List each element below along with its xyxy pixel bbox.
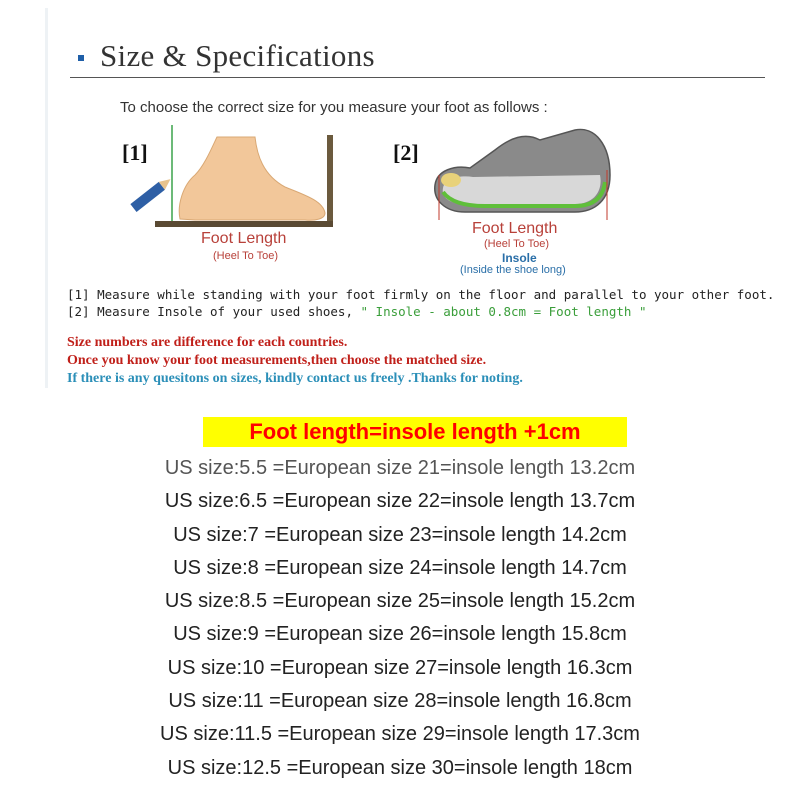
size-row: US size:11.5 =European size 29=insole length 17.3cm [160, 723, 640, 746]
title-bullet-icon [78, 55, 84, 61]
note-line-2-highlight: " Insole - about 0.8cm = Foot length " [360, 304, 647, 319]
shoe-inner [443, 175, 601, 204]
size-row: US size:10 =European size 27=insole length 16.3cm [167, 656, 633, 679]
figure-1-caption-sub: (Heel To Toe) [213, 250, 279, 262]
pencil-icon [130, 175, 173, 212]
size-row: US size:8.5 =European size 25=insole length 15.2cm [164, 590, 636, 613]
foot-length-headline: Foot length=insole length +1cm [203, 417, 627, 447]
size-row: US size:9 =European size 26=insole length 15.8cm [173, 623, 627, 646]
warning-line-1: Size numbers are difference for each countries. [67, 335, 348, 350]
size-row: US size:11 =European size 28=insole length 16.8cm [168, 690, 632, 713]
foot-shape [179, 137, 325, 220]
figure-2-caption-sub: (Heel To Toe) [484, 238, 550, 250]
warning-line-2: Once you know your foot measurements,then choose the matched size. [67, 353, 487, 368]
size-row: US size:5.5 =European size 21=insole length 13.2cm [164, 457, 636, 479]
foot-measure-illustration [125, 125, 345, 235]
figure-2-caption: Foot Length [472, 220, 558, 237]
size-row: US size:8 =European size 24=insole length 14.7cm [173, 556, 627, 579]
size-row: US size:7 =European size 23=insole length 14.2cm [173, 523, 627, 546]
note-line-1: [1] Measure while standing with your foot firmly on the floor and parallel to your other foot. [67, 287, 775, 302]
spec-title: Size & Specifications [100, 38, 375, 73]
insole-sub-label: (Inside the shoe long) [460, 264, 566, 276]
measure-intro: To choose the correct size for you measure your foot as follows : [120, 99, 548, 116]
figure-2-label: [2] [393, 140, 419, 165]
heel-pad [441, 173, 461, 187]
shoe-insole-illustration [425, 120, 625, 225]
size-row: US size:12.5 =European size 30=insole length 18cm [167, 756, 633, 779]
title-divider [70, 77, 765, 78]
figure-1-label: [1] [122, 140, 148, 165]
note-line-2 [67, 304, 646, 319]
size-chart [0, 452, 800, 785]
wall-block [327, 135, 333, 227]
info-line: If there is any quesitons on sizes, kindly contact us freely .Thanks for noting. [67, 371, 523, 386]
figure-1-caption: Foot Length [201, 230, 287, 247]
note-line-2-text: [2] Measure Insole of your used shoes, [67, 304, 361, 319]
size-row: US size:6.5 =European size 22=insole length 13.7cm [164, 490, 636, 513]
floor-line [155, 221, 333, 227]
insole-label: Insole [502, 251, 537, 265]
